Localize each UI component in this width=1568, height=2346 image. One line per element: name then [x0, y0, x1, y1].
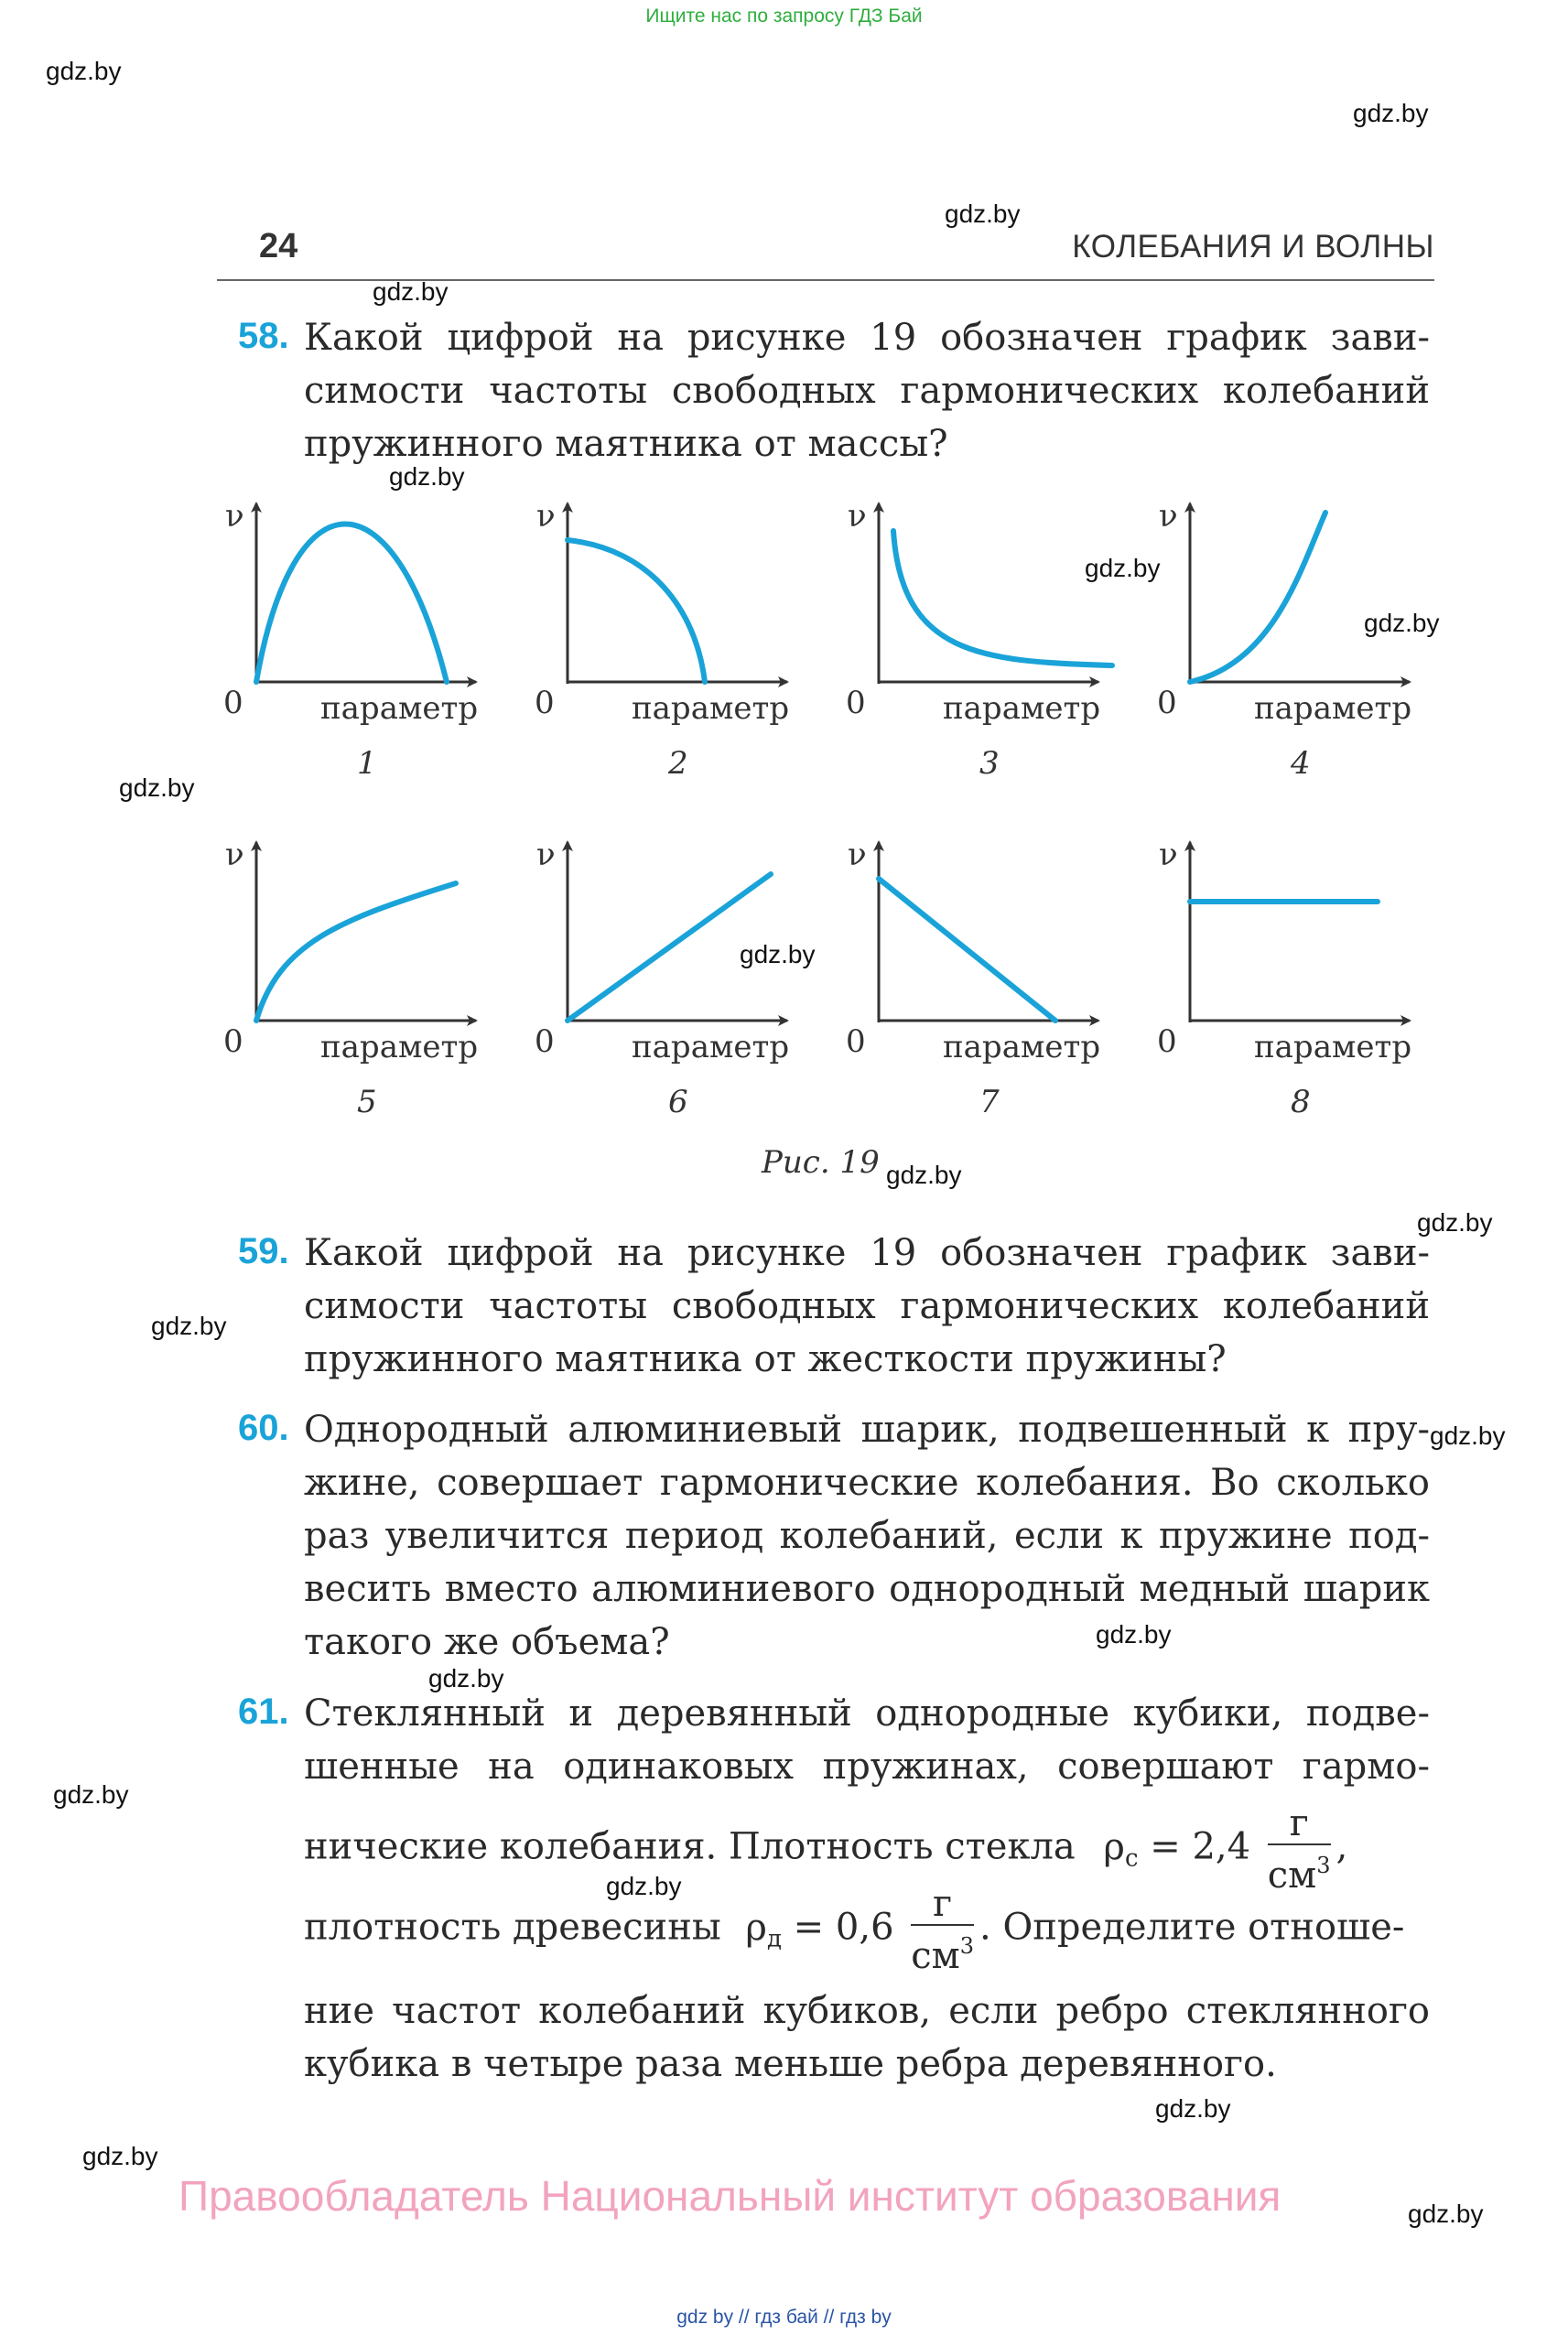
rho-glass-subscript: с: [1124, 1844, 1139, 1873]
density-wood-line: [304, 1884, 1404, 1976]
unit-den-text: см: [1267, 1854, 1317, 1897]
text-fragment: . Определите отноше-: [979, 1906, 1405, 1949]
watermark: gdz.by: [46, 57, 122, 85]
y-axis-label: ν: [1159, 837, 1178, 873]
text-line: весить вместо алюминиевого однородный медный шарик: [304, 1568, 1430, 1610]
problem-number-60: 60.: [238, 1408, 289, 1448]
watermark: gdz.by: [606, 1872, 682, 1900]
watermark: gdz.by: [389, 462, 465, 491]
watermark: gdz.by: [945, 200, 1021, 228]
unit-den-text: см: [911, 1935, 960, 1977]
watermark: gdz.by: [1155, 2094, 1231, 2123]
watermark: gdz.by: [1096, 1620, 1172, 1649]
watermark: gdz.by: [886, 1161, 962, 1189]
watermark: gdz.by: [119, 773, 195, 802]
problem-number-58: 58.: [238, 316, 289, 356]
text-line: симости частоты свободных гармонических колебаний: [304, 1285, 1430, 1327]
unit-exponent: 3: [959, 1933, 975, 1959]
figure-19: [201, 490, 1446, 1130]
watermark: gdz.by: [1364, 609, 1440, 637]
origin-label: 0: [846, 1023, 866, 1060]
rights-holder-notice: Правообладатель Национальный институт образования: [178, 2172, 1281, 2220]
watermark: gdz.by: [373, 277, 449, 306]
text-line: Какой цифрой на рисунке 19 обозначен график зави-: [304, 1232, 1430, 1274]
rho-wood-subscript: д: [766, 1925, 782, 1953]
graph-number: 8: [1291, 1084, 1311, 1120]
watermark: gdz.by: [82, 2142, 158, 2170]
problem-58-text: [304, 311, 1430, 470]
watermark: gdz.by: [740, 940, 816, 968]
watermark: gdz.by: [151, 1312, 227, 1340]
text-fragment: плотность древесины: [304, 1906, 721, 1949]
y-axis-label: ν: [848, 498, 867, 535]
graph-number: 2: [668, 745, 688, 782]
watermark: gdz.by: [53, 1780, 129, 1809]
y-axis-label: ν: [225, 837, 244, 873]
header-rule: [217, 279, 1434, 281]
x-axis-label: параметр: [632, 1029, 790, 1065]
top-search-banner: Ищите нас по запросу ГДЗ Бай: [645, 5, 923, 27]
y-axis-label: ν: [1159, 498, 1178, 535]
rho-wood-value: = 0,6: [793, 1906, 894, 1949]
unit-fraction: [1268, 1803, 1331, 1896]
text-fragment: ,: [1336, 1825, 1348, 1868]
x-axis-label: параметр: [632, 690, 790, 727]
problem-59-text: [304, 1227, 1430, 1386]
graph-curve-1: [256, 524, 447, 683]
y-axis-label: ν: [225, 498, 244, 535]
figure-caption: Рис. 19: [762, 1144, 880, 1181]
text-line: пружинного маятника от массы?: [304, 423, 948, 465]
y-axis-label: ν: [536, 498, 556, 535]
text-line: Какой цифрой на рисунке 19 обозначен график зави-: [304, 317, 1430, 359]
problem-number-61: 61.: [238, 1692, 289, 1732]
graph-curve-2: [568, 540, 705, 682]
origin-label: 0: [535, 1023, 555, 1060]
x-axis-label: параметр: [1254, 1029, 1412, 1065]
y-axis-label: ν: [848, 837, 867, 873]
origin-label: 0: [535, 685, 555, 721]
rho-glass-symbol: ρ: [1103, 1825, 1125, 1868]
x-axis-label: параметр: [943, 690, 1101, 727]
problem-61-text: [304, 1687, 1430, 1793]
footer-site-note: gdz by // гдз бай // гдз by: [676, 2307, 892, 2328]
density-glass-line: [304, 1803, 1347, 1896]
text-line: симости частоты свободных гармонических колебаний: [304, 370, 1430, 412]
page-number: 24: [259, 227, 298, 265]
graph-number: 1: [357, 745, 377, 782]
rho-glass-value: = 2,4: [1150, 1825, 1251, 1868]
origin-label: 0: [223, 1023, 243, 1060]
text-line: кубика в четыре раза меньше ребра деревянного.: [304, 2043, 1277, 2085]
watermark: gdz.by: [1417, 1208, 1493, 1237]
graph-number: 4: [1291, 745, 1311, 782]
text-line: ние частот колебаний кубиков, если ребро стеклянного: [304, 1990, 1430, 2032]
x-axis-label: параметр: [320, 690, 479, 727]
graph-curve-3: [893, 531, 1112, 665]
watermark: gdz.by: [1430, 1422, 1506, 1450]
x-axis-label: параметр: [1254, 690, 1412, 727]
text-line: Стеклянный и деревянный однородные кубики, подве-: [304, 1692, 1430, 1735]
y-axis-label: ν: [536, 837, 556, 873]
watermark: gdz.by: [428, 1664, 504, 1692]
rho-wood-symbol: ρ: [745, 1906, 767, 1949]
watermark: gdz.by: [1408, 2200, 1484, 2228]
graph-curve-6: [568, 874, 771, 1021]
origin-label: 0: [846, 685, 866, 721]
problem-60-text: [304, 1403, 1430, 1669]
graph-number: 6: [668, 1084, 688, 1120]
origin-label: 0: [1157, 685, 1177, 721]
graph-curve-5: [256, 883, 456, 1021]
graph-number: 5: [357, 1084, 377, 1120]
graph-curve-7: [879, 879, 1055, 1021]
chapter-title: КОЛЕБАНИЯ И ВОЛНЫ: [1072, 229, 1434, 265]
graph-number: 3: [979, 745, 1000, 782]
unit-exponent: 3: [1316, 1853, 1331, 1878]
unit-numerator: г: [911, 1884, 974, 1926]
unit-numerator: г: [1268, 1803, 1331, 1845]
problem-number-59: 59.: [238, 1231, 289, 1271]
watermark: gdz.by: [1085, 554, 1161, 582]
origin-label: 0: [223, 685, 243, 721]
x-axis-label: параметр: [943, 1029, 1101, 1065]
origin-label: 0: [1157, 1023, 1177, 1060]
x-axis-label: параметр: [320, 1029, 479, 1065]
text-line: Однородный алюминиевый шарик, подвешенный к пру-: [304, 1409, 1430, 1451]
watermark: gdz.by: [1353, 99, 1429, 127]
text-line: такого же объема?: [304, 1621, 670, 1663]
text-line: раз увеличится период колебаний, если к пружине под-: [304, 1515, 1430, 1557]
graph-number: 7: [979, 1084, 1000, 1120]
problem-61-tail: [304, 1984, 1430, 2091]
unit-fraction: [911, 1884, 974, 1976]
text-line: пружинного маятника от жесткости пружины?: [304, 1338, 1227, 1380]
unit-denominator: [911, 1926, 974, 1976]
graph-curve-4: [1190, 513, 1325, 682]
text-line: шенные на одинаковых пружинах, совершают гармо-: [304, 1746, 1430, 1788]
text-fragment: нические колебания. Плотность стекла: [304, 1825, 1076, 1868]
text-line: жине, совершает гармонические колебания. Во сколько: [304, 1462, 1430, 1504]
